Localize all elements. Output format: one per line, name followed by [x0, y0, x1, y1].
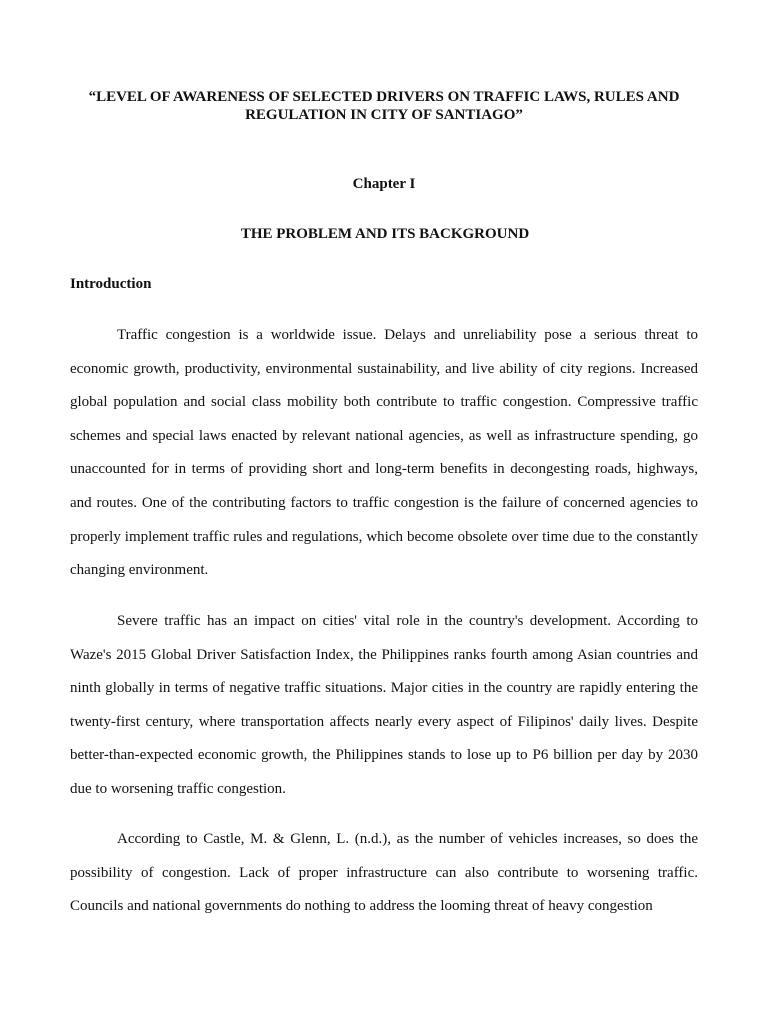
chapter-number: Chapter I: [352, 176, 416, 192]
body-paragraph-3: According to Castle, M. & Glenn, L. (n.d.), as the number of vehicles increases, so does the possibility of congestion. Lack of proper infrastructure can also contribute to worsening traffic. Councils and national governments do nothing to address the looming threat of heavy congestion: [70, 831, 698, 915]
document-title-line-2: REGULATION IN CITY OF SANTIAGO”: [245, 107, 523, 123]
chapter-title: THE PROBLEM AND ITS BACKGROUND: [240, 226, 530, 242]
body-paragraph-2: Severe traffic has an impact on cities' vital role in the country's development. According to Waze's 2015 Global Driver Satisfaction Index, the Philippines ranks fourth among Asian countries and ninth globally in terms of negative traffic situations. Major cities in the country are rapidly entering the twenty-first century, where transportation affects nearly every aspect of Filipinos' daily lives. Despite better-than-expected economic growth, the Philippines stands to lose up to P6 billion per day by 2030 due to worsening traffic congestion.: [70, 613, 698, 797]
document-title: [60, 88, 708, 124]
section-heading-introduction: Introduction: [70, 276, 152, 292]
document-title-line-1: “LEVEL OF AWARENESS OF SELECTED DRIVERS ON TRAFFIC LAWS, RULES AND: [88, 89, 680, 105]
body-paragraph-1: Traffic congestion is a worldwide issue. Delays and unreliability pose a serious threat to economic growth, productivity, environmental sustainability, and live ability of city regions. Increased global population and social class mobility both contribute to traffic congestion. Compressive traffic schemes and special laws enacted by relevant national agencies, as well as infrastructure spending, go unaccounted for in terms of providing short and long-term benefits in decongesting roads, highways, and routes. One of the contributing factors to traffic congestion is the failure of concerned agencies to properly implement traffic rules and regulations, which become obsolete over time due to the constantly changing environment.: [70, 327, 698, 579]
